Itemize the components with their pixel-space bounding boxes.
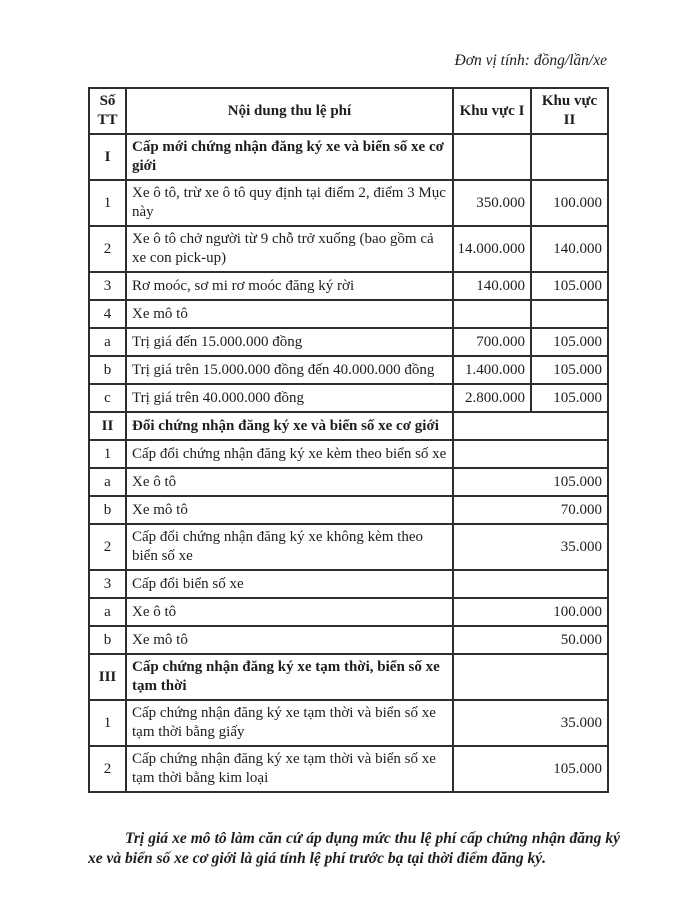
table-row	[89, 440, 608, 468]
fee-description-cell: Cấp đổi chứng nhận đăng ký xe không kèm theo biển số xe	[126, 524, 453, 570]
fee-description-cell: Cấp đổi chứng nhận đăng ký xe kèm theo biển số xe	[126, 440, 453, 468]
region2-fee-cell: 105.000	[531, 384, 608, 412]
region1-fee-cell: 2.800.000	[453, 384, 531, 412]
merged-fee-cell: 50.000	[453, 626, 608, 654]
fee-table	[88, 87, 609, 793]
region1-fee-cell: 700.000	[453, 328, 531, 356]
region2-fee-cell	[531, 300, 608, 328]
table-row	[89, 226, 608, 272]
table-row	[89, 598, 608, 626]
merged-fee-cell: 105.000	[453, 746, 608, 792]
footnote: Trị giá xe mô tô làm căn cứ áp dụng mức thu lệ phí cấp chứng nhận đăng ký xe và biển số xe cơ giới là giá tính lệ phí trước bạ tại thời điểm đăng ký.	[88, 830, 620, 867]
table-row	[89, 496, 608, 524]
row-number-cell: 1	[89, 440, 126, 468]
table-row	[89, 626, 608, 654]
row-number-cell: 2	[89, 746, 126, 792]
region2-fee-cell	[531, 134, 608, 180]
header-cell-region2: Khu vực II	[531, 88, 608, 134]
table-row	[89, 412, 608, 440]
row-number-cell: II	[89, 412, 126, 440]
region1-fee-cell	[453, 134, 531, 180]
region1-fee-cell: 14.000.000	[453, 226, 531, 272]
table-row	[89, 272, 608, 300]
row-number-cell: a	[89, 598, 126, 626]
fee-description-cell: Xe mô tô	[126, 626, 453, 654]
row-number-cell: 2	[89, 226, 126, 272]
fee-description-cell: Cấp chứng nhận đăng ký xe tạm thời và biển số xe tạm thời bằng kim loại	[126, 746, 453, 792]
merged-fee-cell: 100.000	[453, 598, 608, 626]
merged-fee-cell	[453, 570, 608, 598]
unit-note: Đơn vị tính: đồng/lần/xe	[454, 52, 607, 69]
table-row	[89, 746, 608, 792]
row-number-cell: b	[89, 626, 126, 654]
table-row	[89, 180, 608, 226]
fee-description-cell: Trị giá trên 15.000.000 đồng đến 40.000.000 đồng	[126, 356, 453, 384]
region1-fee-cell: 140.000	[453, 272, 531, 300]
row-number-cell: b	[89, 496, 126, 524]
row-number-cell: 4	[89, 300, 126, 328]
header-cell-region1: Khu vực I	[453, 88, 531, 134]
fee-description-cell: Xe ô tô chở người từ 9 chỗ trở xuống (bao gồm cả xe con pick-up)	[126, 226, 453, 272]
table-row	[89, 356, 608, 384]
fee-description-cell: Xe ô tô, trừ xe ô tô quy định tại điểm 2, điểm 3 Mục này	[126, 180, 453, 226]
fee-description-cell: Cấp chứng nhận đăng ký xe tạm thời và biển số xe tạm thời bằng giấy	[126, 700, 453, 746]
table-row	[89, 700, 608, 746]
fee-description-cell: Rơ moóc, sơ mi rơ moóc đăng ký rời	[126, 272, 453, 300]
merged-fee-cell: 70.000	[453, 496, 608, 524]
table-row	[89, 134, 608, 180]
region2-fee-cell: 105.000	[531, 356, 608, 384]
row-number-cell: b	[89, 356, 126, 384]
row-number-cell: 1	[89, 700, 126, 746]
fee-description-cell: Cấp mới chứng nhận đăng ký xe và biển số xe cơ giới	[126, 134, 453, 180]
row-number-cell: 2	[89, 524, 126, 570]
merged-fee-cell: 35.000	[453, 524, 608, 570]
merged-fee-cell	[453, 412, 608, 440]
row-number-cell: 3	[89, 570, 126, 598]
region2-fee-cell: 105.000	[531, 328, 608, 356]
fee-table-body	[89, 134, 608, 792]
fee-description-cell: Xe mô tô	[126, 496, 453, 524]
table-row	[89, 300, 608, 328]
fee-description-cell: Xe mô tô	[126, 300, 453, 328]
row-number-cell: III	[89, 654, 126, 700]
fee-description-cell: Xe ô tô	[126, 598, 453, 626]
header-cell-content: Nội dung thu lệ phí	[126, 88, 453, 134]
merged-fee-cell	[453, 440, 608, 468]
merged-fee-cell: 105.000	[453, 468, 608, 496]
merged-fee-cell	[453, 654, 608, 700]
region2-fee-cell: 140.000	[531, 226, 608, 272]
fee-description-cell: Trị giá trên 40.000.000 đồng	[126, 384, 453, 412]
fee-description-cell: Cấp đổi biển số xe	[126, 570, 453, 598]
row-number-cell: a	[89, 328, 126, 356]
fee-description-cell: Xe ô tô	[126, 468, 453, 496]
header-cell-no: Số TT	[89, 88, 126, 134]
region2-fee-cell: 100.000	[531, 180, 608, 226]
row-number-cell: c	[89, 384, 126, 412]
row-number-cell: a	[89, 468, 126, 496]
table-row	[89, 468, 608, 496]
table-row	[89, 384, 608, 412]
row-number-cell: 3	[89, 272, 126, 300]
region1-fee-cell	[453, 300, 531, 328]
fee-description-cell: Cấp chứng nhận đăng ký xe tạm thời, biển số xe tạm thời	[126, 654, 453, 700]
row-number-cell: 1	[89, 180, 126, 226]
table-header-row	[89, 88, 608, 134]
table-row	[89, 570, 608, 598]
region1-fee-cell: 350.000	[453, 180, 531, 226]
fee-description-cell: Trị giá đến 15.000.000 đồng	[126, 328, 453, 356]
region1-fee-cell: 1.400.000	[453, 356, 531, 384]
region2-fee-cell: 105.000	[531, 272, 608, 300]
row-number-cell: I	[89, 134, 126, 180]
fee-description-cell: Đổi chứng nhận đăng ký xe và biển số xe cơ giới	[126, 412, 453, 440]
table-row	[89, 328, 608, 356]
table-row	[89, 524, 608, 570]
merged-fee-cell: 35.000	[453, 700, 608, 746]
table-row	[89, 654, 608, 700]
